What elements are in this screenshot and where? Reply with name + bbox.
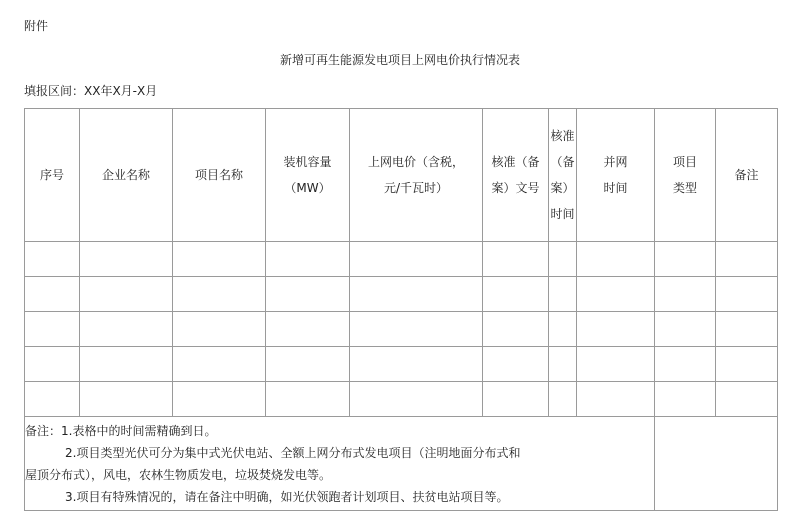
table-cell — [483, 382, 549, 417]
table-cell — [716, 277, 778, 312]
table-row — [25, 312, 778, 347]
table-cell — [173, 347, 266, 382]
table-cell — [549, 382, 577, 417]
table-cell — [655, 312, 716, 347]
col-header-approval-number: 核准（备 案）文号 — [483, 109, 549, 242]
table-cell — [266, 347, 350, 382]
col-header-company: 企业名称 — [80, 109, 173, 242]
reporting-period: 填报区间：XX年X月-X月 — [24, 84, 158, 98]
table-cell — [80, 382, 173, 417]
col-header-index: 序号 — [25, 109, 80, 242]
table-cell — [655, 382, 716, 417]
table-cell — [80, 242, 173, 277]
table-cell — [173, 277, 266, 312]
note-line-3: 屋顶分布式），风电，农林生物质发电，垃圾焚烧发电等。 — [25, 468, 332, 482]
table-row — [25, 242, 778, 277]
col-header-approval-date: 核准 （备 案） 时间 — [549, 109, 577, 242]
table-title: 新增可再生能源发电项目上网电价执行情况表 — [279, 53, 520, 67]
table-cell — [266, 382, 350, 417]
table-cell — [350, 277, 483, 312]
table-cell — [266, 277, 350, 312]
table-cell — [716, 242, 778, 277]
table-cell — [80, 312, 173, 347]
table-cell — [577, 277, 655, 312]
col-header-remarks: 备注 — [716, 109, 778, 242]
col-header-capacity: 装机容量 （MW） — [266, 109, 350, 242]
col-header-project: 项目名称 — [173, 109, 266, 242]
note-line-2: 2.项目类型光伏可分为集中式光伏电站、全额上网分布式发电项目（注明地面分布式和 — [65, 446, 521, 460]
table-cell — [25, 312, 80, 347]
table-cell — [549, 277, 577, 312]
table-cell — [80, 277, 173, 312]
table-cell — [25, 242, 80, 277]
table-cell — [266, 312, 350, 347]
table-cell — [350, 347, 483, 382]
table-cell — [716, 382, 778, 417]
table-cell — [483, 347, 549, 382]
table-cell — [25, 382, 80, 417]
table-cell — [716, 312, 778, 347]
table-cell — [577, 347, 655, 382]
col-header-project-type: 项目 类型 — [655, 109, 716, 242]
table-cell — [173, 242, 266, 277]
col-header-grid-date: 并网 时间 — [577, 109, 655, 242]
table-cell — [577, 242, 655, 277]
table-cell — [80, 347, 173, 382]
table-cell — [549, 347, 577, 382]
attachment-label: 附件 — [24, 19, 49, 33]
table-cell — [549, 242, 577, 277]
table-cell — [716, 347, 778, 382]
table-cell — [266, 242, 350, 277]
table-cell — [173, 312, 266, 347]
table-cell — [483, 242, 549, 277]
table-row — [25, 347, 778, 382]
table-cell — [655, 347, 716, 382]
col-header-price: 上网电价（含税， 元/千瓦时） — [350, 109, 483, 242]
table-cell — [655, 242, 716, 277]
notes-row — [25, 417, 778, 511]
table-cell — [549, 312, 577, 347]
table-cell — [350, 242, 483, 277]
table-cell — [350, 312, 483, 347]
table-row — [25, 382, 778, 417]
table-cell — [25, 277, 80, 312]
table-cell — [350, 382, 483, 417]
table-cell — [577, 312, 655, 347]
table-cell — [577, 382, 655, 417]
notes-empty-cell — [655, 417, 778, 511]
note-line-1: 备注：1.表格中的时间需精确到日。 — [25, 424, 217, 438]
table-row — [25, 277, 778, 312]
table-cell — [483, 277, 549, 312]
table-cell — [483, 312, 549, 347]
notes-cell — [25, 417, 655, 511]
price-execution-table — [24, 108, 778, 511]
header-row — [25, 109, 778, 242]
table-cell — [173, 382, 266, 417]
table-cell — [655, 277, 716, 312]
note-line-4: 3.项目有特殊情况的，请在备注中明确，如光伏领跑者计划项目、扶贫电站项目等。 — [65, 490, 509, 504]
table-cell — [25, 347, 80, 382]
